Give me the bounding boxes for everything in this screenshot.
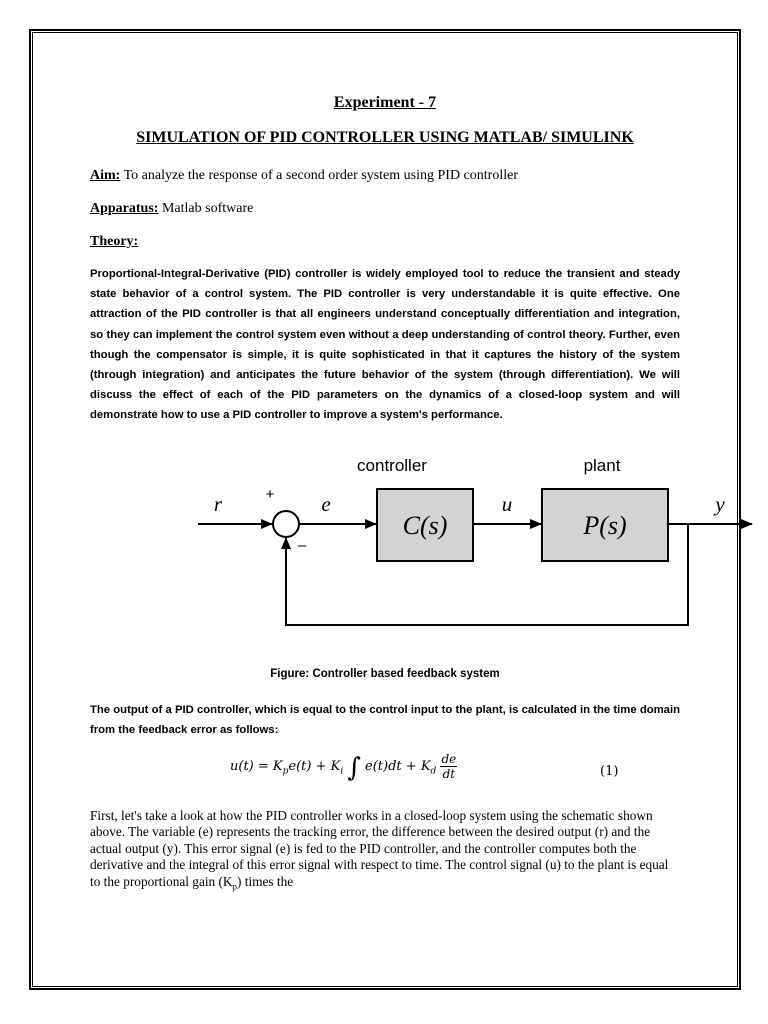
body-paragraph — [90, 808, 680, 895]
equation-kp-sub: p — [282, 766, 289, 777]
plus-sign: + — [265, 486, 275, 503]
pid-equation — [230, 752, 457, 783]
figure-caption: Figure: Controller based feedback system — [270, 668, 500, 680]
body-text-part1: First, let's take a look at how the PID controller works in a closed-loop system using the schematic shown above. The variable (e) represents the tracking error, the difference between the desired output (r) and the actual output (y). This error signal (e) is fed to the PID controller, and the controller computes both the derivative and the integral of this error signal with respect to time. The control signal (u) to the plant is equal to the proportional gain (K — [90, 808, 669, 889]
main-title: SIMULATION OF PID CONTROLLER USING MATLAB/ SIMULINK — [136, 129, 634, 146]
apparatus-line — [90, 201, 253, 217]
input-signal-label: r — [213, 492, 223, 516]
plant-label: plant — [583, 456, 621, 475]
minus-sign: – — [297, 537, 307, 554]
fraction-denominator: dt — [442, 767, 456, 781]
controller-label: controller — [357, 456, 427, 475]
equation-kd: K — [420, 759, 431, 774]
body-text-part2: ) times the — [237, 873, 294, 889]
control-signal-label: u — [501, 492, 513, 516]
summing-junction — [273, 511, 299, 537]
theory-paragraph: Proportional-Integral-Derivative (PID) controller is widely employed tool to reduce the transient and steady state behavior of a control system. The PID controller is very understandable it is quite effective. One attraction of the PID controller is that all engineers understand conceptually differentiation and integration, so they can implement the control system even without a deep understanding of control theory. Further, even though the compensator is simple, it is quite sophisticated in that it captures the history of the system (through integration) and anticipates the future behavior of the system (through differentiation). We will discuss the effect of each of the PID parameters on the dynamics of a closed-loop system and will demonstrate how to use a PID controller to improve a system's performance. — [90, 268, 680, 422]
theory-heading — [90, 234, 138, 250]
error-signal-label: e — [321, 492, 331, 516]
equation-kp: K — [272, 759, 283, 774]
feedback-block-diagram — [190, 450, 725, 640]
fraction-numerator: de — [441, 752, 457, 766]
equation-kd-sub: d — [430, 766, 437, 777]
equation-integrand: e(t)dt + — [360, 759, 421, 774]
apparatus-label: Apparatus: — [90, 201, 159, 216]
controller-block-label: C(s) — [402, 511, 448, 540]
equation-ki: K — [330, 759, 341, 774]
plant-block-label: P(s) — [583, 511, 627, 540]
equation-et: e(t) + — [288, 759, 331, 774]
integral-sign: ∫ — [347, 753, 361, 783]
apparatus-text: Matlab software — [158, 201, 254, 216]
body-text-subscript: p — [232, 881, 238, 892]
experiment-title: Experiment - 7 — [333, 94, 437, 111]
equation-ki-sub: i — [340, 766, 344, 777]
aim-text: To analyze the response of a second order system using PID controller — [120, 168, 518, 183]
theory-label: Theory: — [90, 234, 139, 249]
output-signal-label: y — [715, 492, 725, 516]
derivative-fraction — [440, 752, 457, 781]
output-paragraph: The output of a PID controller, which is equal to the control input to the plant, is calculated in the time domain from the feedback error as follows: — [90, 704, 680, 737]
aim-line — [90, 168, 518, 184]
equation-number: (1) — [600, 764, 619, 779]
equation-lhs: u(t) = — [230, 759, 273, 774]
aim-label: Aim: — [90, 168, 121, 183]
